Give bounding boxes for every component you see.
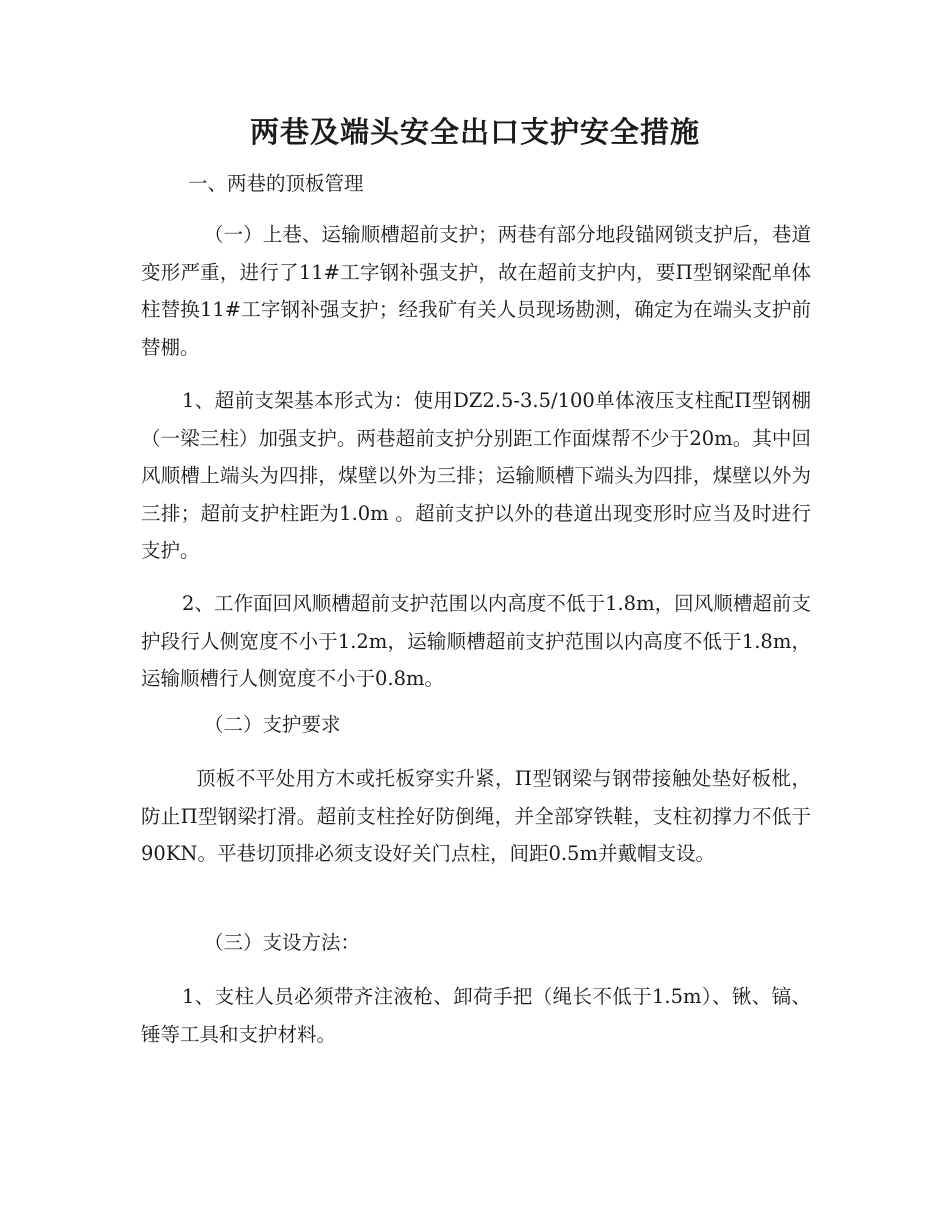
subsection-heading-support-requirements: （二）支护要求 <box>204 713 341 736</box>
paragraph-method-tools: 1、支柱人员必须带齐注液枪、卸荷手把（绳长不低于1.5m）、锹、镐、锤等工具和支护材料。 <box>141 985 811 1046</box>
document-title: 两巷及端头安全出口支护安全措施 <box>249 115 700 149</box>
paragraph-support-form: 1、超前支架基本形式为：使用DZ2.5-3.5/100单体液压支柱配Π型钢棚（一梁三柱）加强支护。两巷超前支护分别距工作面煤帮不少于20m。其中回风顺槽上端头为四排，煤壁以外为三排；运输顺槽下端头为四排，煤壁以外为三排；超前支护柱距为1.0m 。超前支护以外的巷道出现变形时应当及时进行支护。 <box>141 389 811 562</box>
paragraph-support-requirements: 顶板不平处用方木或托板穿实升紧，Π型钢梁与钢带接触处垫好板枇，防止Π型钢梁打滑。超前支柱拴好防倒绳，并全部穿铁鞋，支柱初撑力不低于90KN。平巷切顶排必须支设好关门点柱，间距0.5m并戴帽支设。 <box>141 767 811 865</box>
subsection-heading-support-method: （三）支设方法： <box>204 931 361 954</box>
paragraph-height-width: 2、工作面回风顺槽超前支护范围以内高度不低于1.8m，回风顺槽超前支护段行人侧宽度不小于1.2m，运输顺槽超前支护范围以内高度不低于1.8m，运输顺槽行人侧宽度不小于0.8m。 <box>141 592 811 690</box>
paragraph-advance-support: （一）上巷、运输顺槽超前支护；两巷有部分地段锚网锁支护后，巷道变形严重，进行了11#工字钢补强支护，故在超前支护内，要Π型钢梁配单体柱替换11#工字钢补强支护；经我矿有关人员现场勘测，确定为在端头支护前替棚。 <box>141 223 811 359</box>
section-heading-roof-management: 一、两巷的顶板管理 <box>188 172 364 195</box>
